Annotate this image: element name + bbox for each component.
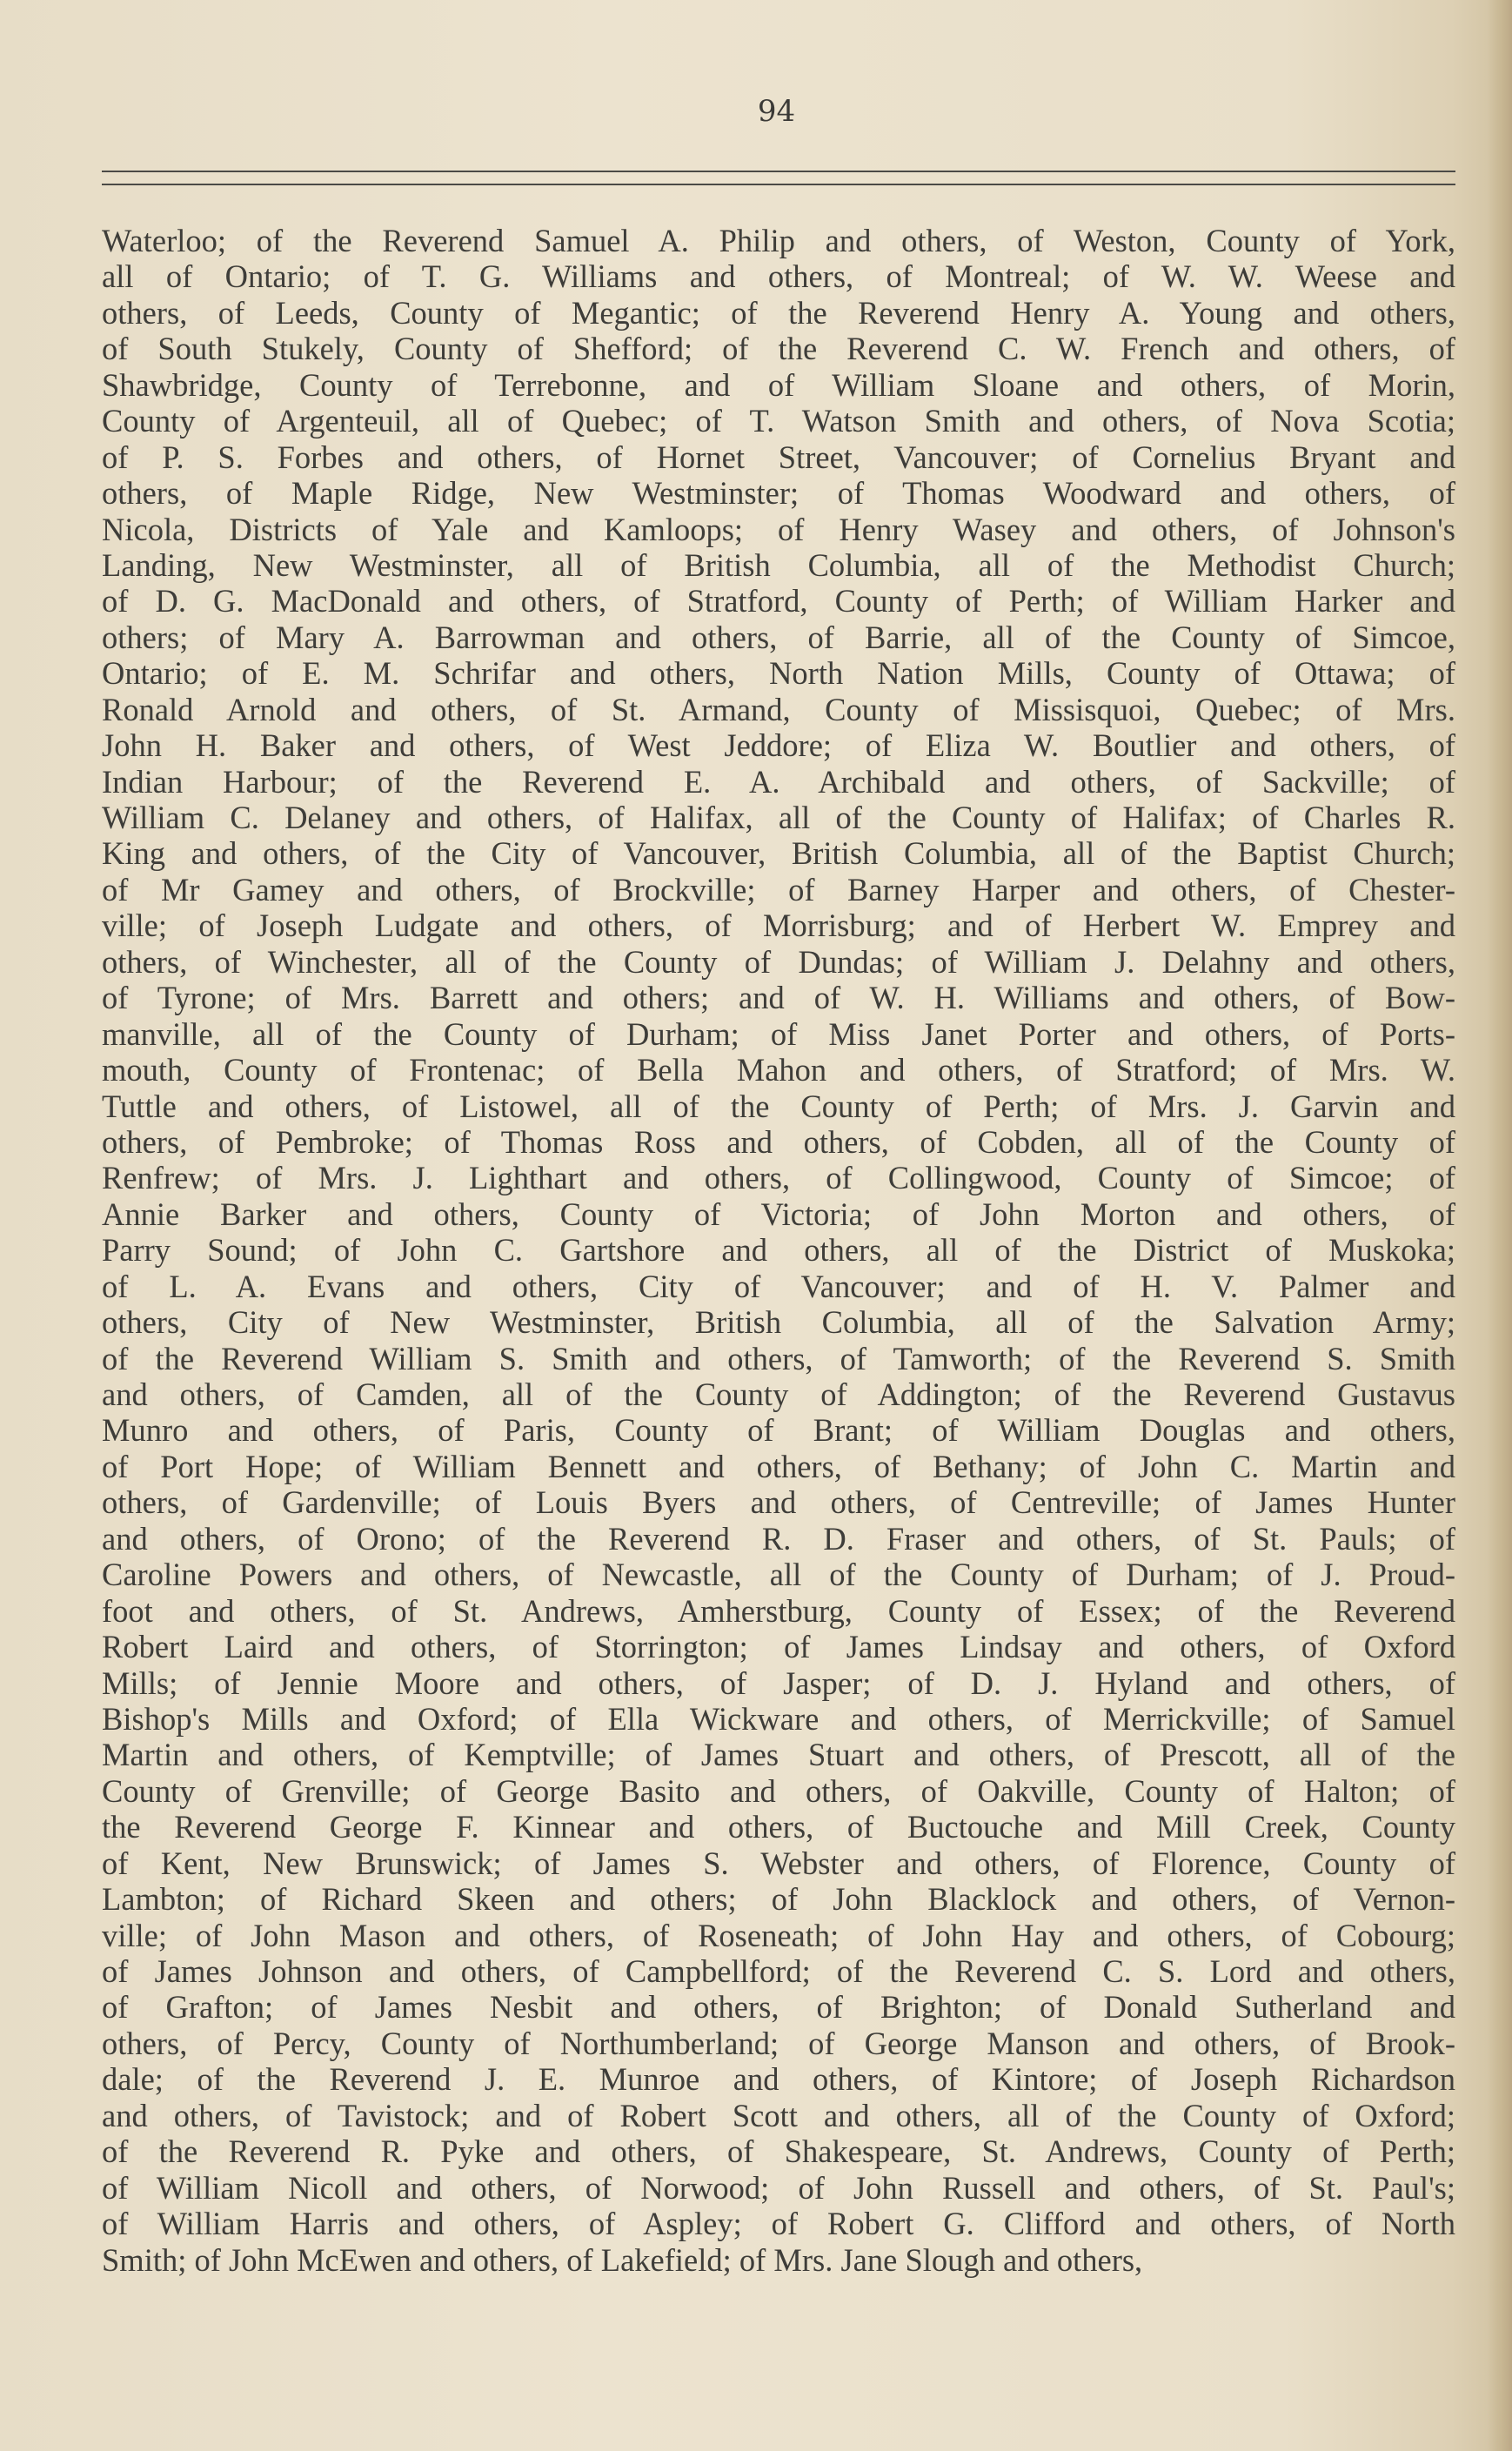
text-line: Ontario; of E. M. Schrifar and others, North Nation Mills, County of Ottawa; of: [102, 655, 1455, 692]
text-line: and others, of Camden, all of the County of Addington; of the Reverend Gustavus: [102, 1376, 1455, 1412]
text-line: Caroline Powers and others, of Newcastle, all of the County of Durham; of J. Proud-: [102, 1557, 1455, 1593]
text-line: Smith; of John McEwen and others, of Lakefield; of Mrs. Jane Slough and others,: [102, 2241, 1143, 2278]
text-line: manville, all of the County of Durham; of Miss Janet Porter and others, of Ports-: [102, 1015, 1455, 1052]
text-line: Landing, New Westminster, all of British Columbia, all of the Methodist Church;: [102, 546, 1455, 583]
text-line: of the Reverend William S. Smith and others, of Tamworth; of the Reverend S. Smith: [102, 1340, 1455, 1376]
text-line: mouth, County of Frontenac; of Bella Mahon and others, of Stratford; of Mrs. W.: [102, 1052, 1455, 1088]
text-line: John H. Baker and others, of West Jeddore; of Eliza W. Boutlier and others, of: [102, 727, 1455, 764]
text-line: Robert Laird and others, of Storrington; of James Lindsay and others, of Oxford: [102, 1629, 1455, 1665]
text-line: County of Argenteuil, all of Quebec; of T. Watson Smith and others, of Nova Scotia;: [102, 403, 1455, 439]
text-line: Ronald Arnold and others, of St. Armand, County of Missisquoi, Quebec; of Mrs.: [102, 691, 1455, 727]
text-line: Shawbridge, County of Terrebonne, and of William Sloane and others, of Morin,: [102, 366, 1455, 403]
text-line: Tuttle and others, of Listowel, all of the County of Perth; of Mrs. J. Garvin and: [102, 1088, 1455, 1124]
text-line: Waterloo; of the Reverend Samuel A. Philip and others, of Weston, County of York,: [102, 223, 1455, 258]
page-number: 94: [757, 94, 796, 129]
text-line: others, of Pembroke; of Thomas Ross and others, of Cobden, all of the County of: [102, 1123, 1455, 1160]
header-rule-bottom: [102, 184, 1455, 185]
text-line: of Grafton; of James Nesbit and others, of Brighton; of Donald Sutherland and: [102, 1989, 1455, 2026]
text-line: all of Ontario; of T. G. Williams and others, of Montreal; of W. W. Weese and: [102, 258, 1455, 295]
text-line: of William Harris and others, of Aspley; of Robert G. Clifford and others, of North: [102, 2206, 1455, 2242]
text-line: dale; of the Reverend J. E. Munroe and others, of Kintore; of Joseph Richardson: [102, 2061, 1455, 2098]
text-line: Annie Barker and others, County of Victoria; of John Morton and others, of: [102, 1195, 1455, 1232]
text-line: Bishop's Mills and Oxford; of Ella Wickware and others, of Merrickville; of Samuel: [102, 1700, 1455, 1737]
text-line: of Kent, New Brunswick; of James S. Webster and others, of Florence, County of: [102, 1845, 1455, 1881]
page-edge-shadow: [1488, 0, 1512, 2451]
text-line: William C. Delaney and others, of Halifax, all of the County of Halifax; of Charles R.: [102, 800, 1455, 835]
text-line: others, of Leeds, County of Megantic; of the Reverend Henry A. Young and others,: [102, 294, 1455, 331]
text-line: of South Stukely, County of Shefford; of the Reverend C. W. French and others, of: [102, 331, 1455, 367]
text-line: King and others, of the City of Vancouver, British Columbia, all of the Baptist Church;: [102, 835, 1455, 872]
text-line: of William Nicoll and others, of Norwood; of John Russell and others, of St. Paul's;: [102, 2169, 1455, 2206]
text-line: others, of Maple Ridge, New Westminster; of Thomas Woodward and others, of: [102, 475, 1455, 512]
text-line: County of Grenville; of George Basito and others, of Oakville, County of Halton; of: [102, 1772, 1455, 1809]
text-line: others, of Percy, County of Northumberland; of George Manson and others, of Brook-: [102, 2025, 1455, 2061]
text-line: Martin and others, of Kemptville; of James Stuart and others, of Prescott, all of the: [102, 1737, 1455, 1773]
body-text: [102, 223, 1455, 2278]
text-line: of Port Hope; of William Bennett and others, of Bethany; of John C. Martin and: [102, 1448, 1455, 1484]
text-line: ville; of Joseph Ludgate and others, of Morrisburg; and of Herbert W. Emprey and: [102, 907, 1455, 944]
text-line: Renfrew; of Mrs. J. Lighthart and others, of Collingwood, County of Simcoe; of: [102, 1160, 1455, 1196]
header-rule-top: [102, 171, 1455, 172]
text-line: of Tyrone; of Mrs. Barrett and others; and of W. H. Williams and others, of Bow-: [102, 980, 1455, 1016]
text-line: Nicola, Districts of Yale and Kamloops; of Henry Wasey and others, of Johnson's: [102, 511, 1455, 547]
text-line: others; of Mary A. Barrowman and others, of Barrie, all of the County of Simcoe,: [102, 619, 1455, 655]
text-line: Indian Harbour; of the Reverend E. A. Archibald and others, of Sackville; of: [102, 763, 1455, 800]
text-line: and others, of Orono; of the Reverend R. D. Fraser and others, of St. Pauls; of: [102, 1520, 1455, 1557]
text-line: Mills; of Jennie Moore and others, of Jasper; of D. J. Hyland and others, of: [102, 1664, 1455, 1701]
text-line: Munro and others, of Paris, County of Brant; of William Douglas and others,: [102, 1412, 1455, 1449]
text-line: Lambton; of Richard Skeen and others; of John Blacklock and others, of Vernon-: [102, 1881, 1455, 1918]
text-line: others, City of New Westminster, British Columbia, all of the Salvation Army;: [102, 1304, 1455, 1341]
text-line: the Reverend George F. Kinnear and others, of Buctouche and Mill Creek, County: [102, 1809, 1455, 1845]
text-line: others, of Winchester, all of the County of Dundas; of William J. Delahny and others,: [102, 943, 1455, 980]
text-line: of P. S. Forbes and others, of Hornet Street, Vancouver; of Cornelius Bryant and: [102, 439, 1455, 475]
text-line: and others, of Tavistock; and of Robert Scott and others, all of the County of Oxford;: [102, 2097, 1455, 2133]
text-line: of D. G. MacDonald and others, of Stratford, County of Perth; of William Harker and: [102, 583, 1455, 619]
text-line: of L. A. Evans and others, City of Vancouver; and of H. V. Palmer and: [102, 1268, 1455, 1304]
text-line: Parry Sound; of John C. Gartshore and others, all of the District of Muskoka;: [102, 1232, 1455, 1269]
text-line: ville; of John Mason and others, of Roseneath; of John Hay and others, of Cobourg;: [102, 1917, 1455, 1953]
text-line: of James Johnson and others, of Campbellford; of the Reverend C. S. Lord and others,: [102, 1953, 1455, 1989]
text-line: of Mr Gamey and others, of Brockville; of Barney Harper and others, of Chester-: [102, 871, 1455, 907]
text-line: foot and others, of St. Andrews, Amherstburg, County of Essex; of the Reverend: [102, 1592, 1455, 1629]
text-line: others, of Gardenville; of Louis Byers and others, of Centreville; of James Hunter: [102, 1484, 1455, 1521]
text-line: of the Reverend R. Pyke and others, of Shakespeare, St. Andrews, County of Perth;: [102, 2133, 1455, 2170]
